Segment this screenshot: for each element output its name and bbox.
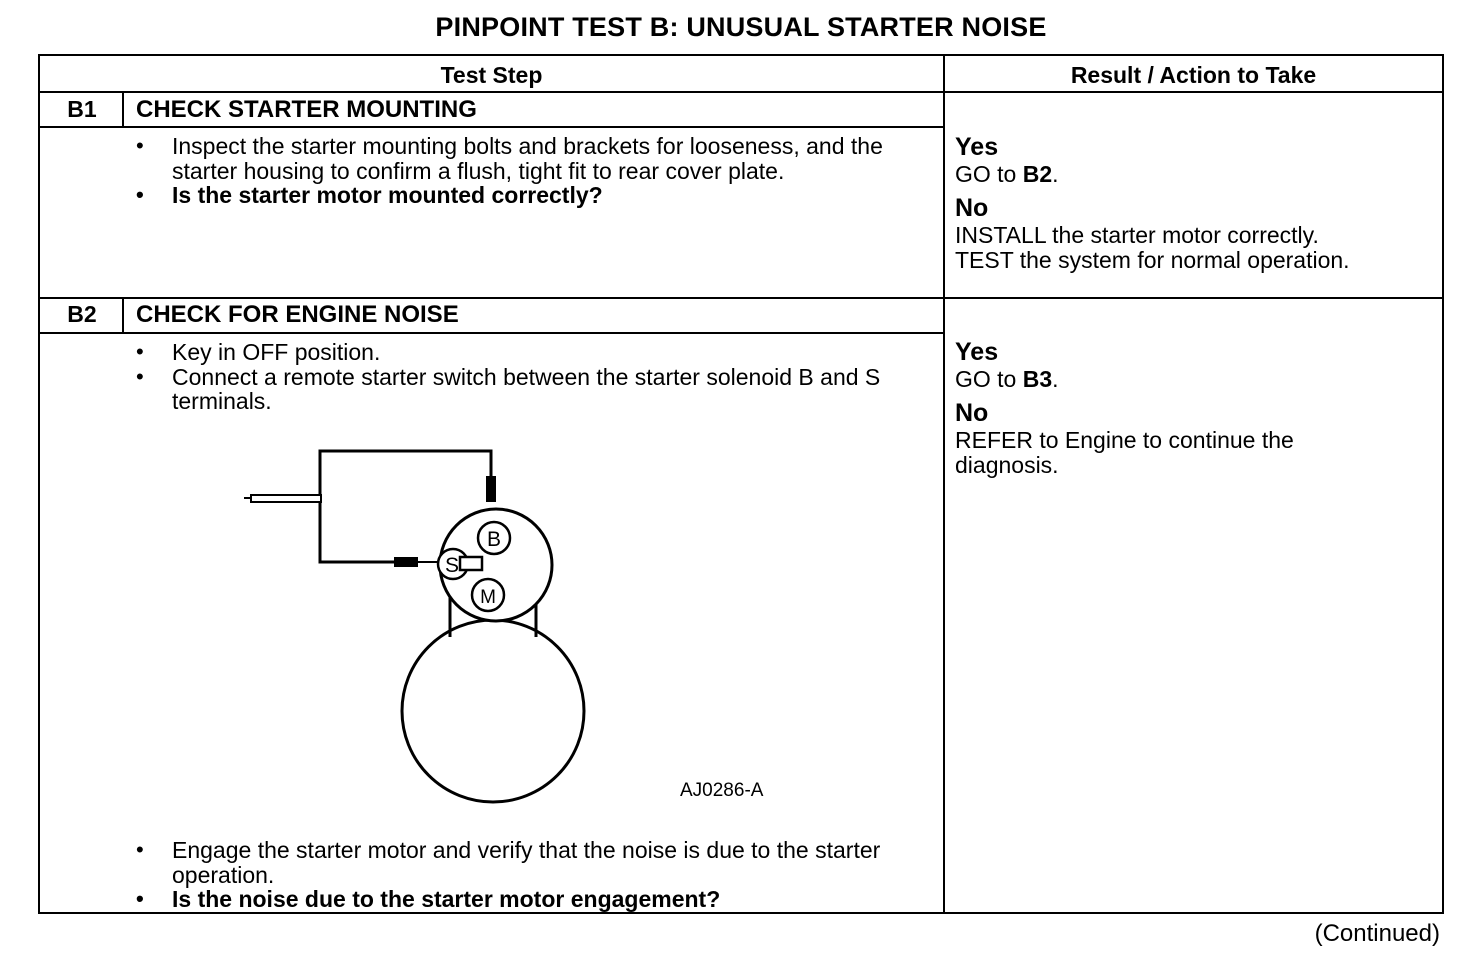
b1-no-action-2: TEST the system for normal operation. [955,247,1350,273]
list-item: • Inspect the starter mounting bolts and brackets for looseness, and the starter housing to confirm a flush, tight fit to rear cover plate. [136,134,906,183]
switch-lead [251,495,321,502]
b1-title-underline [40,126,943,128]
b2-yes-action: GO to B3. [955,366,1059,392]
figure-id: AJ0286-A [680,780,764,801]
b1-result [955,132,1350,273]
terminal-m-label: M [480,587,496,608]
column-divider [943,56,945,912]
b2-result [955,337,1375,478]
terminal-s-label: S [444,554,460,577]
b-terminal-clip [486,476,496,502]
b2-bullets [136,340,906,414]
b2-no-label: No [955,399,989,427]
b2-no-action-1: REFER to Engine to continue the diagnosis. [955,427,1294,478]
b1-no-action-1: INSTALL the starter motor correctly. [955,222,1319,248]
header-divider [40,91,1442,93]
list-item: • Is the noise due to the starter motor engagement? [136,887,906,912]
header-result: Result / Action to Take [1070,62,1317,88]
b1-b2-divider [40,297,1442,299]
step-id-b1: B1 [67,96,97,122]
page-title: PINPOINT TEST B: UNUSUAL STARTER NOISE [435,12,1047,42]
b2-title-underline [40,332,943,334]
b1-yes-action: GO to B2. [955,161,1059,187]
step-id-b2: B2 [67,301,97,327]
b2-yes-label: Yes [955,338,999,366]
s-terminal-clip [394,557,418,567]
list-item: • Engage the starter motor and verify that the noise is due to the starter operation. [136,838,906,887]
terminal-b-label: B [486,528,502,551]
step-title-b1: CHECK STARTER MOUNTING [136,96,477,123]
starter-diagram [238,440,658,860]
continued-label: (Continued) [1314,920,1440,947]
b1-no-label: No [955,194,989,222]
header-test-step: Test Step [440,62,543,88]
list-item: • Key in OFF position. [136,340,906,365]
terminal-s-tab [460,557,482,570]
step-title-b2: CHECK FOR ENGINE NOISE [136,301,459,328]
b1-bullets [136,134,906,208]
list-item: • Is the starter motor mounted correctly? [136,183,906,208]
starter-motor-body [402,620,584,802]
b1-yes-label: Yes [955,133,999,161]
list-item: • Connect a remote starter switch between the starter solenoid B and S terminals. [136,365,906,414]
